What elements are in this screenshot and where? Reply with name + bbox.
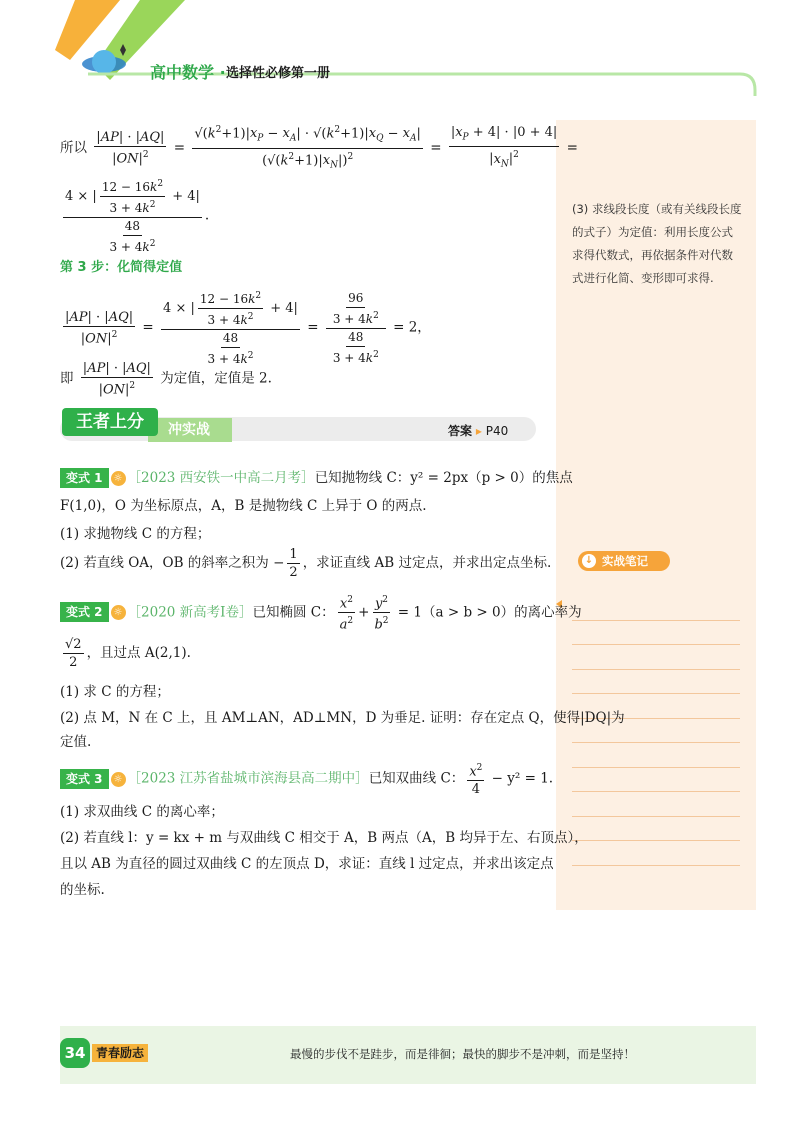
variant-3-text: 已知双曲线 C：	[368, 770, 465, 787]
variant-1-line-2: F(1,0)，O 为坐标原点，A，B 是抛物线 C 上异于 O 的两点.	[60, 498, 427, 514]
conclusion: 即 $\frac{|AP| \cdot |AQ|}{|ON|^2}$ 为定值，定值是 2.	[60, 361, 272, 398]
note-lines	[572, 596, 740, 866]
conclusion-suffix: 为定值，定值是 2.	[160, 370, 272, 387]
answer-page: P40	[485, 424, 509, 438]
variant-1-text: 已知抛物线 C：y² = 2px（p > 0）的焦点	[314, 470, 573, 486]
triangle-icon: ▸	[475, 424, 482, 438]
variant-1-q2-b: ，求证直线 AB 过定点，并求出定点坐标.	[302, 555, 552, 571]
variant-3-q2-cont: 且以 AB 为直径的圆过双曲线 C 的左顶点 D，求证：直线 l 过定点，并求出该定点	[60, 856, 554, 872]
variant-2-text-2: ，且过点 A(2,1).	[86, 645, 191, 661]
page-number: 34	[60, 1038, 90, 1068]
variant-1-q2: (2) 若直线 OA，OB 的斜率之积为 − $\frac{1}{2}$ ，求证直线 AB 过定点，并求出定点坐标.	[60, 547, 552, 580]
book-title: 高中数学 ·	[150, 63, 226, 82]
variant-2-q2: (2) 点 M，N 在 C 上，且 AM⊥AN，AD⊥MN，D 为垂足. 证明：存在定点 Q，使得|DQ|为	[60, 710, 625, 726]
download-icon: ↓	[582, 554, 596, 568]
variant-3-q1: (1) 求双曲线 C 的离心率；	[60, 804, 224, 820]
footer-label: 青春励志	[92, 1044, 148, 1062]
variant-2-q1: (1) 求 C 的方程；	[60, 684, 170, 700]
equation-line-3: $\frac{|AP| \cdot |AQ|}{|ON|^2}$ = 4 × | $\frac{12 - 16k^2}{3 + 4k^2}$ + 4| $\frac{48}{3 + 4k^2}$ = $\frac{\frac{96}{3 + 4k^2}}{\frac{48}{3 + 4k^2}}$ = 2，	[60, 288, 431, 368]
book-subtitle: 选择性必修第一册	[226, 66, 331, 81]
variant-3-q2: (2) 若直线 l：y = kx + m 与双曲线 C 相交于 A，B 两点（A，B 均异于左、右顶点），	[60, 830, 588, 846]
variant-2-line-2: $\frac{√2}{2}$ ，且过点 A(2,1).	[65, 637, 191, 670]
section-label: 冲实战	[148, 418, 232, 442]
variant-2-line-1: 变式 2 ☼ ［2020 新高考Ⅰ卷］已知椭圆 C： $\frac{x^2}{a^2}$ + $\frac{y^2}{b^2}$ = 1（a > b > 0）的离心率为	[60, 592, 582, 634]
header-decoration	[0, 0, 800, 110]
variant-3-q2-end: 的坐标.	[60, 882, 105, 898]
variant-1-line-1	[60, 466, 573, 488]
conclusion-prefix: 即	[60, 370, 74, 387]
sun-icon: ☼	[111, 471, 126, 486]
side-note: (3) 求线段长度（或有关线段长度的式子）为定值：利用长度公式求得代数式，再依据条件对代数式进行化简、变形即可求得.	[572, 202, 742, 285]
section-badge: 王者上分	[62, 408, 158, 436]
sun-icon: ☼	[111, 772, 126, 787]
variant-2-q2-cont: 定值.	[60, 734, 92, 750]
answer-label: 答案	[448, 424, 473, 438]
step-3-heading: 第 3 步：化简得定值	[60, 260, 183, 275]
answer-ref	[448, 422, 508, 439]
equation-line-1: 所以 $\frac{|AP| \cdot |AQ|}{|ON|^2}$ = $\frac{√(k^2+1)|x_P - x_A| \cdot √(k^2+1)|x_Q - x_A|}{(√(k^2+1)|x_N|)^2}$ = $\frac{|x_P + 4| \cdot |0 + 4|}{|x_N|^2}$ =	[60, 122, 578, 175]
so-prefix: 所以	[60, 139, 87, 156]
variant-1-source: ［2023 西安铁一中高二月考］	[127, 470, 315, 486]
variant-3-line-1: 变式 3 ☼ ［2023 江苏省盐城市滨海县高二期中］已知双曲线 C： $\frac{x^2}{4}$ − y² = 1.	[60, 760, 553, 798]
variant-3-text-b: − y² = 1.	[487, 770, 554, 787]
variant-1-tag: 变式 1	[60, 468, 109, 488]
variant-3-tag: 变式 3	[60, 769, 109, 789]
sun-icon: ☼	[111, 605, 126, 620]
footer-motto: 最慢的步伐不是跬步，而是徘徊；最快的脚步不是冲刺，而是坚持！	[290, 1047, 635, 1061]
variant-2-text: 已知椭圆 C：	[252, 604, 335, 621]
variant-2-tag: 变式 2	[60, 602, 109, 622]
equation-line-2: 4 × | $\frac{12 - 16k^2}{3 + 4k^2}$ + 4| $\frac{48}{3 + 4k^2}$ .	[60, 176, 209, 256]
variant-1-q2-a: (2) 若直线 OA，OB 的斜率之积为 −	[60, 555, 285, 571]
variant-2-source: ［2020 新高考Ⅰ卷］	[127, 604, 253, 621]
notes-tab	[578, 551, 670, 571]
variant-3-source: ［2023 江苏省盐城市滨海县高二期中］	[127, 770, 369, 787]
variant-2-text-b: = 1（a > b > 0）的离心率为	[393, 604, 582, 621]
notes-tab-label: 实战笔记	[602, 554, 648, 568]
variant-1-q1: (1) 求抛物线 C 的方程；	[60, 526, 211, 542]
